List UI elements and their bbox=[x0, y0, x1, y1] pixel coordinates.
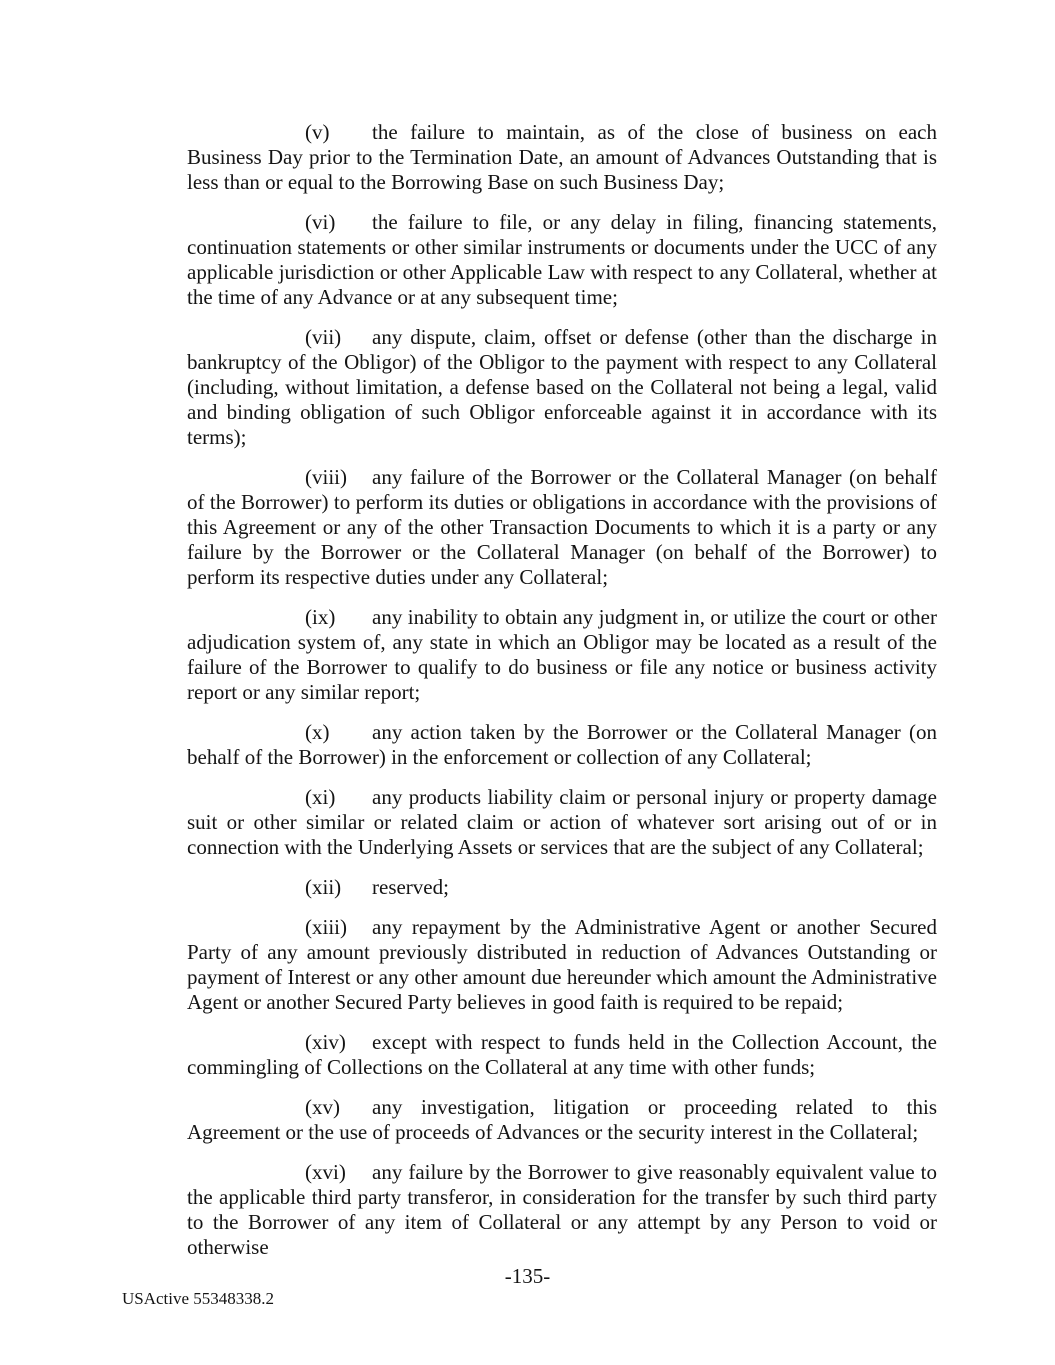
clause-v-text: the failure to maintain, as of the close of business on each Business Day prior to the Termination Date, an amount of Advances Outstanding that is less than or equal to the Borrowing Base on such Business Day; bbox=[187, 120, 937, 194]
clause-ix bbox=[187, 605, 937, 705]
clause-xii-marker: (xii) bbox=[305, 875, 342, 899]
clause-xiii-marker: (xiii) bbox=[305, 915, 347, 939]
clause-viii bbox=[187, 465, 937, 590]
clause-v bbox=[187, 120, 937, 195]
clause-ix-text: any inability to obtain any judgment in, or utilize the court or other adjudication system of, any state in which an Obligor may be located as a result of the failure of the Borrower to qualify to do business or file any notice or business activity report or any similar report; bbox=[187, 605, 937, 704]
clause-xv-marker: (xv) bbox=[305, 1095, 340, 1119]
clause-xi bbox=[187, 785, 937, 860]
page-number: -135- bbox=[504, 1264, 551, 1288]
clause-vi-marker: (vi) bbox=[305, 210, 336, 234]
clause-xvi-text: any failure by the Borrower to give reasonably equivalent value to the applicable third party transferor, in consideration for the transfer by such third party to the Borrower of any item of Collateral or any attempt by any Person to void or otherwise bbox=[187, 1160, 937, 1259]
clause-vii-marker: (vii) bbox=[305, 325, 342, 349]
clause-vi bbox=[187, 210, 937, 310]
clause-xv bbox=[187, 1095, 937, 1145]
clause-xiii-text: any repayment by the Administrative Agent or another Secured Party of any amount previously distributed in reduction of Advances Outstanding or payment of Interest or any other amount due hereunder which amount the Administrative Agent or another Secured Party believes in good faith is required to be repaid; bbox=[187, 915, 937, 1014]
clause-xiv bbox=[187, 1030, 937, 1080]
clause-xi-marker: (xi) bbox=[305, 785, 336, 809]
clause-x bbox=[187, 720, 937, 770]
clause-xvi bbox=[187, 1160, 937, 1260]
clause-viii-text: any failure of the Borrower or the Collateral Manager (on behalf of the Borrower) to perform its duties or obligations in accordance with the provisions of this Agreement or any of the other Transaction Documents to which it is a party or any failure by the Borrower or the Collateral Manager (on behalf of the Borrower) to perform its respective duties under any Collateral; bbox=[187, 465, 937, 589]
clause-vii bbox=[187, 325, 937, 450]
clause-vi-text: the failure to file, or any delay in filing, financing statements, continuation statements or other similar instruments or documents under the UCC of any applicable jurisdiction or other Applicable Law with respect to any Collateral, whether at the time of any Advance or at any subsequent time; bbox=[187, 210, 937, 309]
clause-xiv-marker: (xiv) bbox=[305, 1030, 346, 1054]
clause-xi-text: any products liability claim or personal injury or property damage suit or other similar or related claim or action of whatever sort arising out of or in connection with the Underlying Assets or services that are the subject of any Collateral; bbox=[187, 785, 937, 859]
clause-vii-text: any dispute, claim, offset or defense (other than the discharge in bankruptcy of the Obligor) of the Obligor to the payment with respect to any Collateral (including, without limitation, a defense based on the Collateral not being a legal, valid and binding obligation of such Obligor enforceable against it in accordance with its terms); bbox=[187, 325, 937, 449]
clause-ix-marker: (ix) bbox=[305, 605, 336, 629]
clause-xiv-text: except with respect to funds held in the Collection Account, the commingling of Collections on the Collateral at any time with other funds; bbox=[187, 1030, 937, 1079]
clause-xvi-marker: (xvi) bbox=[305, 1160, 346, 1184]
clause-viii-marker: (viii) bbox=[305, 465, 347, 489]
clause-xiii bbox=[187, 915, 937, 1015]
clause-v-marker: (v) bbox=[305, 120, 330, 144]
clause-xii bbox=[187, 875, 937, 900]
document-body bbox=[187, 120, 937, 1275]
clause-xii-text: reserved; bbox=[372, 875, 449, 899]
clause-x-marker: (x) bbox=[305, 720, 330, 744]
document-id-footer: USActive 55348338.2 bbox=[122, 1289, 275, 1308]
clause-x-text: any action taken by the Borrower or the Collateral Manager (on behalf of the Borrower) in the enforcement or collection of any Collateral; bbox=[187, 720, 937, 769]
clause-xv-text: any investigation, litigation or proceeding related to this Agreement or the use of proceeds of Advances or the security interest in the Collateral; bbox=[187, 1095, 937, 1144]
